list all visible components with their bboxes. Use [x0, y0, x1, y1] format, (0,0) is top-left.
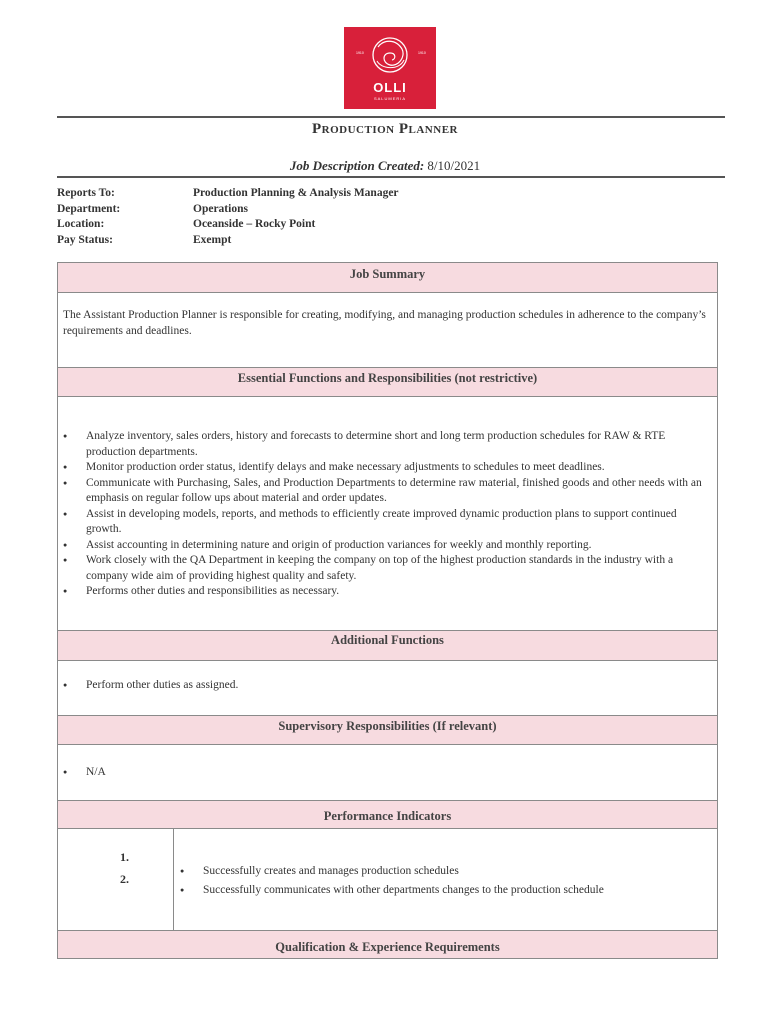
- logo-brand-text: OLLI: [373, 80, 407, 95]
- list-item: ● Work closely with the QA Department in keeping the company on top of the highest production standards in the industry with a company wide aim of providing highest quality and safety.: [63, 553, 703, 584]
- section-heading-qualification: Qualification & Experience Requirements: [57, 930, 718, 959]
- list-item: ● N/A: [63, 765, 703, 781]
- meta-row: [57, 202, 399, 218]
- list-item: ● Assist in developing models, reports, and methods to efficiently create improved dynamic production plans to support continued growth.: [63, 507, 703, 538]
- performance-column-divider: [173, 829, 174, 930]
- meta-row: [57, 217, 399, 233]
- job-meta: [57, 186, 399, 248]
- list-item: ● Communicate with Purchasing, Sales, and Production Departments to determine raw material, finished goods and other needs with an emphasis on regular follow ups about material and order updates.: [63, 476, 703, 507]
- meta-key: Department:: [57, 202, 121, 215]
- section-heading-job-summary: Job Summary: [57, 262, 718, 293]
- list-item: ● Successfully communicates with other departments changes to the production schedule: [180, 881, 710, 900]
- meta-value: Production Planning & Analysis Manager: [193, 187, 399, 199]
- page-title: Production Planner: [312, 121, 458, 137]
- meta-value: Oceanside – Rocky Point: [193, 218, 316, 230]
- created-date: 8/10/2021: [427, 158, 481, 173]
- meta-row: [57, 233, 399, 249]
- list-item: ● Performs other duties and responsibilities as necessary.: [63, 584, 703, 600]
- additional-list: [63, 678, 703, 694]
- section-heading-supervisory: Supervisory Responsibilities (If relevant): [57, 715, 718, 745]
- section-heading-additional: Additional Functions: [57, 630, 718, 661]
- meta-value: Exempt: [193, 233, 232, 246]
- performance-number: 1.: [120, 850, 129, 864]
- list-item: ● Analyze inventory, sales orders, history and forecasts to determine short and long term production schedules for RAW & RTE production departments.: [63, 429, 703, 460]
- meta-value: Operations: [193, 202, 248, 215]
- logo-tagline: SALUMERIA: [373, 96, 407, 101]
- section-heading-essential: Essential Functions and Responsibilities (not restrictive): [57, 367, 718, 397]
- list-item: ● Perform other duties as assigned.: [63, 678, 703, 694]
- company-logo: [344, 27, 436, 109]
- svg-text:1910: 1910: [418, 51, 426, 55]
- essential-list: [63, 429, 703, 600]
- meta-row: [57, 186, 399, 202]
- meta-key: Reports To:: [57, 187, 115, 199]
- top-rule: [57, 116, 725, 118]
- list-item: ● Monitor production order status, identify delays and make necessary adjustments to schedules to meet deadlines.: [63, 460, 703, 476]
- supervisory-list: [63, 765, 703, 781]
- list-item: ● Successfully creates and manages production schedules: [180, 862, 710, 881]
- created-label: Job Description Created:: [289, 158, 425, 173]
- section-heading-performance: Performance Indicators: [57, 800, 718, 829]
- performance-list: [180, 862, 710, 900]
- meta-key: Location:: [57, 218, 105, 230]
- performance-number: 2.: [120, 872, 129, 886]
- job-summary-text: The Assistant Production Planner is responsible for creating, modifying, and managing production schedules in adherence to the company’s requirements and deadlines.: [63, 309, 706, 337]
- created-line: [0, 158, 770, 174]
- list-item: ● Assist accounting in determining nature and origin of production variances for weekly and monthly reporting.: [63, 538, 703, 554]
- header-rule: [57, 176, 725, 178]
- meta-key: Pay Status:: [57, 233, 113, 246]
- svg-text:1910: 1910: [356, 51, 364, 55]
